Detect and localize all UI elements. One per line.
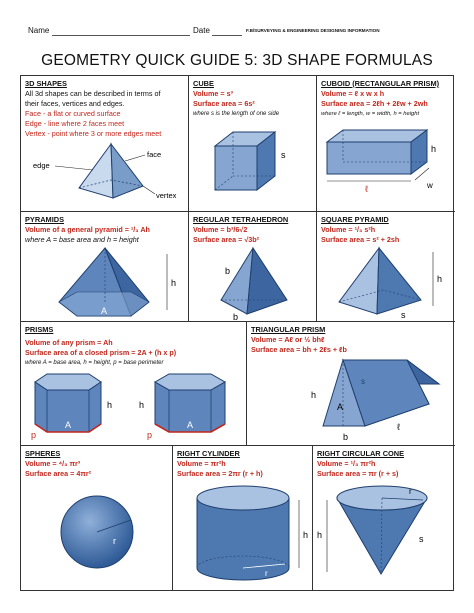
heading-prisms: PRISMS xyxy=(25,325,54,334)
prism1-area-label: A xyxy=(65,420,72,430)
intro-line-1: All 3d shapes can be described in terms of xyxy=(25,89,161,98)
cuboid-surface-area: Surface area = 2ℓh + 2ℓw + 2wh xyxy=(321,99,428,108)
prism2-perimeter-label: p xyxy=(147,430,153,440)
edge-label: edge xyxy=(33,161,50,170)
hexpyr-base-label: A xyxy=(101,306,108,316)
intro-line-2: their faces, vertices and edges. xyxy=(25,99,125,108)
heading-spheres: SPHERES xyxy=(25,449,61,458)
prisms-figure xyxy=(21,372,247,446)
name-label: Name xyxy=(28,26,50,35)
cell-cylinder xyxy=(173,446,313,590)
face-label: face xyxy=(147,150,162,159)
sphere-surface-area: Surface area = 4πr² xyxy=(25,469,92,478)
cuboid-front-face xyxy=(327,142,411,174)
tetrahedron-figure xyxy=(189,244,317,322)
cylinder-top xyxy=(197,486,289,510)
heading-pyramids: PYRAMIDS xyxy=(25,215,65,224)
cylinder-figure xyxy=(173,484,313,588)
cube-figure xyxy=(189,126,317,206)
edge-definition: Edge - line where 2 faces meet xyxy=(25,119,125,128)
cell-tetrahedron xyxy=(189,212,317,322)
cell-pyramids xyxy=(21,212,189,322)
cylinder-height-label: h xyxy=(303,530,309,540)
tetra-right-face xyxy=(247,248,287,314)
cuboid-top-face xyxy=(327,130,427,142)
prism1-top xyxy=(35,374,101,390)
triprism-surface-area: Surface area = bh + 2ℓs + ℓb xyxy=(251,345,347,354)
cone-height-label: h xyxy=(317,530,323,540)
cell-cone xyxy=(313,446,455,590)
cone-slant-label: s xyxy=(419,534,424,544)
sqpyr-front-face xyxy=(339,248,379,314)
heading-3d-shapes: 3D SHAPES xyxy=(25,79,67,88)
cone-volume: Volume = ¹/₃ πr²h xyxy=(317,459,376,468)
cuboid-note: where ℓ = length, w = width, h = height xyxy=(321,111,420,117)
vertex-label: vertex xyxy=(156,191,177,200)
triprism-height-label: h xyxy=(311,390,317,400)
cuboid-figure xyxy=(317,126,455,206)
sqpyr-volume: Volume = ¹/₃ s²h xyxy=(321,225,376,234)
tetra-edge-label-2: b xyxy=(233,312,239,322)
square-pyramid-figure xyxy=(317,244,455,322)
cube-note: where s is the length of one side xyxy=(193,111,280,117)
prism2-area-label: A xyxy=(187,420,194,430)
publisher-text: F.B/SURVEYING & ENGINEERING DESIGNING INFORMATION xyxy=(246,28,380,33)
prism1-height-label: h xyxy=(107,400,113,410)
triangular-prism-figure xyxy=(247,354,455,446)
triprism-length-label: ℓ xyxy=(397,422,400,432)
face-pointer xyxy=(125,155,145,161)
formula-grid xyxy=(20,75,454,591)
cell-prisms xyxy=(21,322,247,446)
heading-square-pyramid: SQUARE PYRAMID xyxy=(321,215,389,224)
cylinder-radius-label: r xyxy=(265,569,268,578)
cuboid-height-label: h xyxy=(431,144,437,154)
cell-3d-shapes xyxy=(21,76,189,212)
sphere-figure xyxy=(21,484,173,588)
heading-cylinder: RIGHT CYLINDER xyxy=(177,449,240,458)
tetra-edge-label-1: b xyxy=(225,266,231,276)
tetra-surface-area: Surface area = √3b² xyxy=(193,235,260,244)
page-title: GEOMETRY QUICK GUIDE 5: 3D SHAPE FORMULAS xyxy=(41,52,433,69)
heading-cube: CUBE xyxy=(193,79,214,88)
cell-cuboid xyxy=(317,76,455,212)
hexpyr-height-label: h xyxy=(171,278,177,288)
date-label: Date xyxy=(193,26,210,35)
cuboid-width-label: w xyxy=(427,181,433,190)
edge-pointer xyxy=(55,166,93,170)
cube-surface-area: Surface area = 6s² xyxy=(193,99,255,108)
cell-spheres xyxy=(21,446,173,590)
prisms-surface-area: Surface area of a closed prism = 2A + (h x p) xyxy=(25,348,177,357)
hexagonal-pyramid-figure xyxy=(21,246,189,322)
sqpyr-side-face xyxy=(377,248,421,314)
sqpyr-side-label: s xyxy=(401,310,406,320)
heading-cuboid: CUBOID (RECTANGULAR PRISM) xyxy=(321,79,440,88)
prisms-note: where A = base area, h = height, p = base perimeter xyxy=(25,360,164,366)
pyramid-parts-figure xyxy=(21,140,189,210)
cube-front-face xyxy=(215,146,257,190)
cell-cube xyxy=(189,76,317,212)
tetra-volume: Volume = b³/6√2 xyxy=(193,225,248,234)
cube-side-label: s xyxy=(281,150,286,160)
prism2-height-label: h xyxy=(139,400,145,410)
heading-cone: RIGHT CIRCULAR CONE xyxy=(317,449,405,458)
cone-surface-area: Surface area = πr (r + s) xyxy=(317,469,399,478)
cell-square-pyramid xyxy=(317,212,455,322)
cuboid-length-label: ℓ xyxy=(365,184,368,194)
prism1-perimeter-label: p xyxy=(31,430,37,440)
pyramid-left-face xyxy=(79,144,113,198)
heading-triangular-prism: TRIANGULAR PRISM xyxy=(251,325,326,334)
cuboid-volume: Volume = ℓ x w x h xyxy=(321,89,385,98)
cylinder-volume: Volume = πr²h xyxy=(177,459,226,468)
pyramid-right-face xyxy=(111,144,143,198)
pyramids-volume: Volume of a general pyramid = ¹/₃ Ah xyxy=(25,225,150,234)
cell-triangular-prism xyxy=(247,322,455,446)
heading-tetrahedron: REGULAR TETRAHEDRON xyxy=(193,215,289,224)
triprism-base-label: b xyxy=(343,432,349,442)
cone-figure xyxy=(313,484,455,588)
cube-volume: Volume = s³ xyxy=(193,89,234,98)
sqpyr-height-label: h xyxy=(437,274,443,284)
cylinder-surface-area: Surface area = 2πr (r + h) xyxy=(177,469,263,478)
vertex-definition: Vertex - point where 3 or more edges meet xyxy=(25,129,162,138)
prisms-volume: Volume of any prism = Ah xyxy=(25,338,113,347)
sphere-volume: Volume = ⁴/₃ πr³ xyxy=(25,459,81,468)
face-definition: Face - a flat or curved surface xyxy=(25,109,121,118)
sqpyr-surface-area: Surface area = s² + 2sh xyxy=(321,235,400,244)
date-line[interactable] xyxy=(212,35,242,36)
triprism-area-label: A xyxy=(337,402,344,412)
triprism-slant-label: s xyxy=(361,377,365,386)
vertex-pointer xyxy=(143,186,155,194)
cone-radius-label: r xyxy=(409,487,412,496)
triprism-volume: Volume = Aℓ or ½ bhℓ xyxy=(251,335,325,344)
name-line[interactable] xyxy=(52,35,190,36)
pyramids-note: where A = base area and h = height xyxy=(25,235,139,244)
sphere-radius-label: r xyxy=(113,536,116,546)
